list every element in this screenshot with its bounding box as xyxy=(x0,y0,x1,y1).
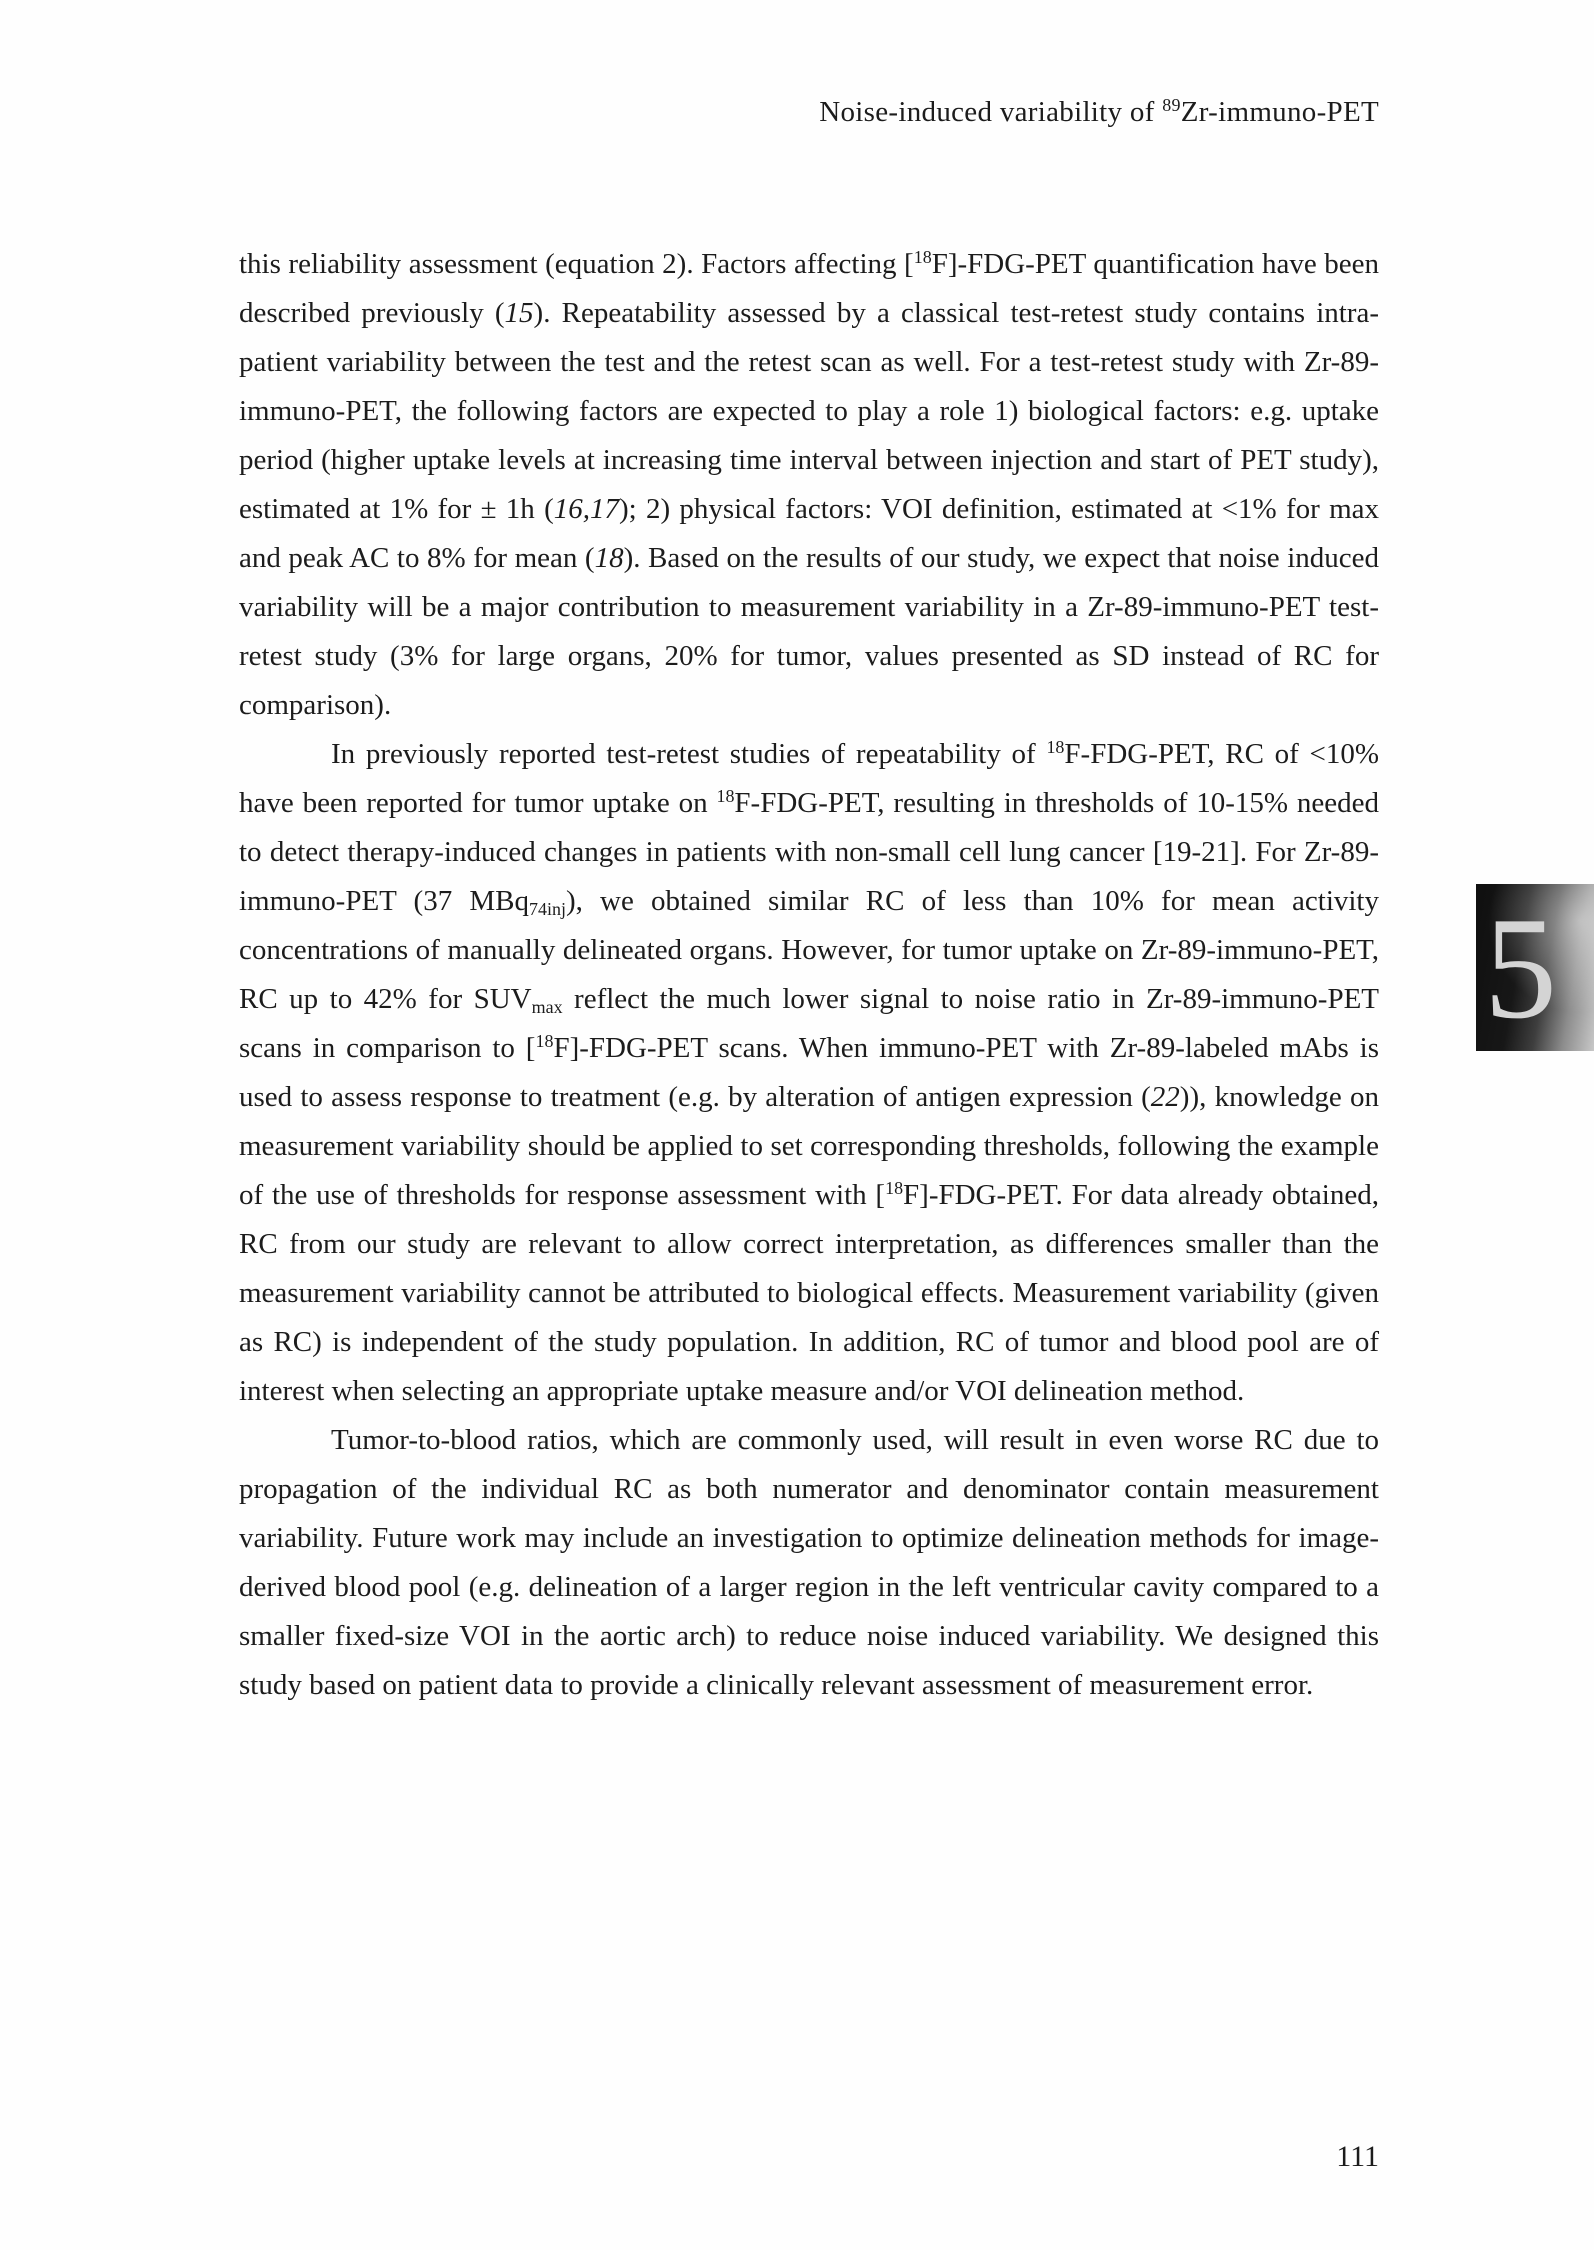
chapter-number: 5 xyxy=(1484,886,1557,1049)
paragraph-1: this reliability assessment (equation 2). Factors affecting [$^{18}$F]-FDG-PET quantification have been described previously (15). Repeatability assessed by a classical test-retest study contains intra-patient variability between the test and the retest scan as well. For a test-retest study with Zr-89-immuno-PET, the following factors are expected to play a role 1) biological factors: e.g. uptake period (higher uptake levels at increasing time interval between injection and start of PET study), estimated at 1% for ± 1h (16,17); 2) physical factors: VOI definition, estimated at <1% for max and peak AC to 8% for mean (18). Based on the results of our study, we expect that noise induced variability will be a major contribution to measurement variability in a Zr-89-immuno-PET test-retest study (3% for large organs, 20% for tumor, values presented as SD instead of RC for comparison). xyxy=(239,247,1380,721)
paragraph-3: Tumor-to-blood ratios, which are commonly used, will result in even worse RC due to propagation of the individual RC as both numerator and denominator contain measurement variability. Future work may include an investigation to optimize delineation methods for image-derived blood pool (e.g. delineation of a larger region in the left ventricular cavity compared to a smaller fixed-size VOI in the aortic arch) to reduce noise induced variability. We designed this study based on patient data to provide a clinically relevant assessment of measurement error. xyxy=(239,1424,1379,1701)
chapter-tab-image xyxy=(1476,884,1594,1051)
paragraph-2: In previously reported test-retest studies of repeatability of $^{18}$F-FDG-PET, RC of <10% have been reported for tumor uptake on $^{18}$F-FDG-PET, resulting in thresholds of 10-15% needed to detect therapy-induced changes in patients with non-small cell lung cancer [19-21]. For Zr-89-immuno-PET (37 MBq$_{74inj}$), we obtained similar RC of less than 10% for mean activity concentrations of manually delineated organs. However, for tumor uptake on Zr-89-immuno-PET, RC up to 42% for $SUV_{max}$ reflect the much lower signal to noise ratio in Zr-89-immuno-PET scans in comparison to [$^{18}$F]-FDG-PET scans. When immuno-PET with Zr-89-labeled mAbs is used to assess response to treatment (e.g. by alteration of antigen expression (22)), knowledge on measurement variability should be applied to set corresponding thresholds, following the example of the use of thresholds for response assessment with [$^{18}$F]-FDG-PET. For data already obtained, RC from our study are relevant to allow correct interpretation, as differences smaller than the measurement variability cannot be attributed to biological effects. Measurement variability (given as RC) is independent of the study population. In addition, RC of tumor and blood pool are of interest when selecting an appropriate uptake measure and/or VOI delineation method. xyxy=(239,737,1380,1407)
body-text-column xyxy=(239,240,1379,1710)
running-head xyxy=(239,96,1379,129)
page-number: 111 xyxy=(1336,2140,1379,2173)
running-head-text: Noise-induced variability of $^{89}$Zr-immuno-PET xyxy=(819,95,1379,128)
